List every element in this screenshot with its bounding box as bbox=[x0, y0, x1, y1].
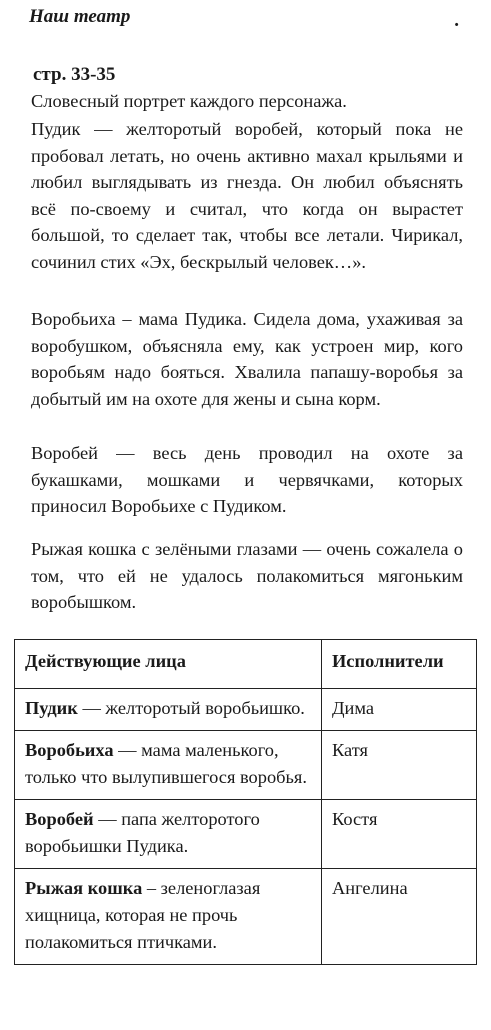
character-description: — мама маленького, только что вылупившегося воробья. bbox=[25, 740, 307, 787]
paragraph-text: Пудик — желторотый воробей, который пока не пробовал летать, но очень активно махал крыльями и любил выглядывать из гнезда. Он любил объяснять всё по-своему и считал, что когда он вырастет большой, то сделает так, чтобы все летали. Чирикал, сочинил стих «Эх, бескрылый человек…». bbox=[31, 119, 463, 272]
performer-cell: Костя bbox=[322, 800, 477, 869]
character-name: Воробей bbox=[25, 809, 94, 829]
performer-cell: Ангелина bbox=[322, 869, 477, 965]
paragraph-text: Воробей — весь день проводил на охоте за букашками, мошками и червячками, которых приносил Воробьихе с Пудиком. bbox=[31, 443, 463, 516]
paragraph-text: Словесный портрет каждого персонажа. bbox=[31, 91, 347, 111]
character-description: — желторотый воробьишко. bbox=[77, 698, 305, 718]
corner-mark: . bbox=[454, 10, 459, 31]
paragraph-text: Воробьиха – мама Пудика. Сидела дома, ухаживая за воробушком, объясняла ему, как устроен мир, кого воробьям надо бояться. Хвалила папашу-воробья за добытый им на охоте для жены и сына корм. bbox=[31, 309, 463, 409]
table-row bbox=[15, 689, 477, 731]
paragraph-cat bbox=[31, 536, 463, 616]
character-description: — папа желторотого воробьишки Пудика. bbox=[25, 809, 260, 856]
paragraph-vorobey bbox=[31, 440, 463, 520]
character-name: Воробьиха bbox=[25, 740, 114, 760]
character-description: – зеленоглазая хищница, которая не прочь полакомиться птичками. bbox=[25, 878, 261, 952]
column-header-performers: Исполнители bbox=[322, 640, 477, 689]
table-row bbox=[15, 731, 477, 800]
character-cell bbox=[15, 869, 322, 965]
character-cell bbox=[15, 800, 322, 869]
column-header-characters: Действующие лица bbox=[15, 640, 322, 689]
paragraph-intro bbox=[31, 88, 463, 115]
character-name: Пудик bbox=[25, 698, 78, 718]
character-cell bbox=[15, 689, 322, 731]
cast-table bbox=[14, 639, 477, 965]
table-header-row bbox=[15, 640, 477, 689]
performer-cell: Дима bbox=[322, 689, 477, 731]
page-reference: стр. 33-35 bbox=[33, 64, 116, 85]
paragraph-pudik bbox=[31, 116, 463, 275]
table-row bbox=[15, 869, 477, 965]
character-cell bbox=[15, 731, 322, 800]
paragraph-vorobikha bbox=[31, 306, 463, 412]
character-name: Рыжая кошка bbox=[25, 878, 143, 898]
table-row bbox=[15, 800, 477, 869]
paragraph-text: Рыжая кошка с зелёными глазами — очень сожалела о том, что ей не удалось полакомиться мягоньким воробышком. bbox=[31, 539, 463, 612]
section-title: Наш театр bbox=[29, 6, 131, 27]
performer-cell: Катя bbox=[322, 731, 477, 800]
